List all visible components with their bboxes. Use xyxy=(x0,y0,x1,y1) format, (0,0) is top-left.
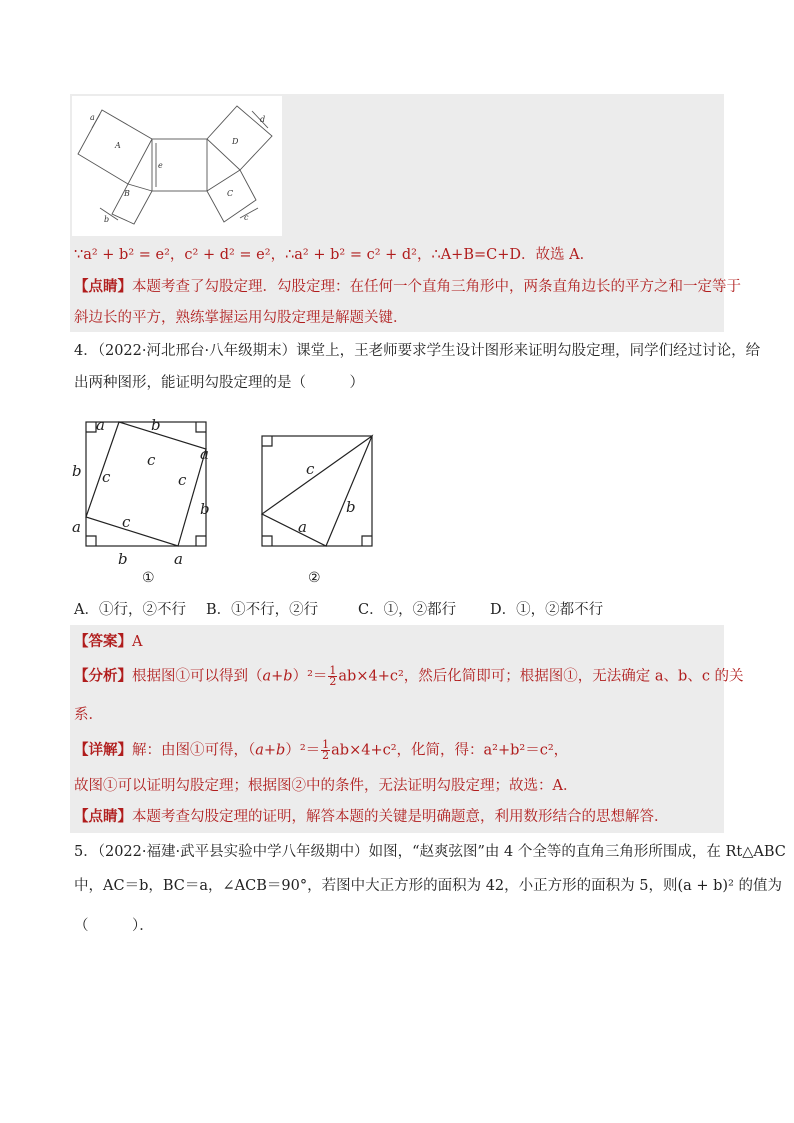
q3-figure xyxy=(72,96,282,236)
q3-solution-line: ∵a² + b² = e²，c² + d² = e²，∴a² + b² = c² + d²，∴A+B=C+D．故选 A． xyxy=(74,247,595,263)
fraction-numerator: 1 xyxy=(329,664,337,677)
q4-comment-line xyxy=(74,807,669,827)
fig1-label-a-left: a xyxy=(72,518,81,536)
q3-fig-label-b: b xyxy=(104,215,110,224)
q3-comment-tag: 【点睛】 xyxy=(74,278,132,295)
q4-option-B[interactable]: B．①不行，②行 xyxy=(206,602,319,618)
q4-detail-fraction xyxy=(321,740,330,761)
q3-fig-label-e: e xyxy=(158,161,163,170)
q3-fig-label-a: a xyxy=(90,113,95,122)
fig1-label-a-top: a xyxy=(96,416,105,434)
q4-analysis-part2: ）²＝ xyxy=(292,668,328,685)
q3-fig-label-c: c xyxy=(244,213,249,222)
q4-analysis-tag: 【分析】 xyxy=(74,667,132,685)
q3-fig-label-C: C xyxy=(227,189,234,198)
q4-comment-text: 本题考查勾股定理的证明，解答本题的关键是明确题意，利用数形结合的思想解答． xyxy=(132,809,669,825)
q3-fig-label-B: B xyxy=(124,189,130,198)
fraction-numerator: 1 xyxy=(322,738,330,751)
q4-detail-line2: 故图①可以证明勾股定理；根据图②中的条件，无法证明勾股定理；故选：A． xyxy=(74,778,578,794)
q4-solution-block xyxy=(70,625,724,833)
q4-analysis-line1 xyxy=(74,666,744,687)
q4-detail-part3: ab×4+c²，化简，得：a²+b²＝c²， xyxy=(331,742,569,759)
q4-detail-part1: 解：由图①可得，（ xyxy=(132,742,256,759)
fig1-label-b-bottom: b xyxy=(118,550,128,568)
fig1-caption: ① xyxy=(142,570,155,586)
fig1-label-b-left: b xyxy=(72,462,82,480)
fig1-label-c-top: c xyxy=(147,451,156,469)
q4-analysis-part1: 根据图①可以得到（ xyxy=(132,668,263,685)
fig2-caption: ② xyxy=(308,570,321,586)
q4-stem-line1: 4．（2022·河北邢台·八年级期末）课堂上，王老师要求学生设计图形来证明勾股定理，同学们经过讨论，给 xyxy=(74,343,761,359)
fig1-label-a-bottom: a xyxy=(174,550,183,568)
q4-figure-1 xyxy=(66,412,216,588)
fig1-label-c-right: c xyxy=(178,471,187,489)
fig1-label-a-right: a xyxy=(200,445,209,463)
fig2-label-b: b xyxy=(346,498,356,516)
q4-answer-tag: 【答案】 xyxy=(74,633,132,650)
fraction-denominator: 2 xyxy=(322,749,330,762)
q4-comment-tag: 【点睛】 xyxy=(74,808,132,825)
q4-detail-expr: a+b xyxy=(255,742,286,759)
q5-stem-line1: 5．（2022·福建·武平县实验中学八年级期中）如图，“赵爽弦图”由 4 个全等的直角三角形所围成，在 Rt△ABC xyxy=(74,844,786,860)
q3-fig-label-A: A xyxy=(115,141,121,150)
q4-stem-line2: 出两种图形，能证明勾股定理的是（ ） xyxy=(74,375,364,391)
q4-analysis-part3: ab×4+c²，然后化简即可；根据图①，无法确定 a、b、c 的关 xyxy=(338,668,744,685)
fig1-label-b-top: b xyxy=(151,416,161,434)
fig2-label-a: a xyxy=(298,518,307,536)
fig1-label-b-right: b xyxy=(200,500,210,518)
q4-answer-line xyxy=(74,632,142,652)
q4-detail-part2: ）²＝ xyxy=(285,742,321,759)
q4-detail-line1 xyxy=(74,740,568,761)
q4-option-A[interactable]: A．①行，②不行 xyxy=(74,602,186,618)
q4-analysis-fraction xyxy=(328,666,337,687)
q3-comment-line1 xyxy=(74,277,741,297)
q4-figure-2 xyxy=(250,412,390,588)
q4-options xyxy=(74,600,603,620)
q5-stem-line3: （ ）． xyxy=(74,918,154,934)
q5-stem-line2: 中，AC＝b，BC＝a，∠ACB＝90°，若图中大正方形的面积为 42，小正方形的面积为 5，则(a + b)² 的值为 xyxy=(74,878,783,894)
q3-comment-line2: 斜边长的平方，熟练掌握运用勾股定理是解题关键． xyxy=(74,310,408,326)
fraction-denominator: 2 xyxy=(329,675,337,688)
fig1-label-c-left: c xyxy=(102,468,111,486)
fig1-label-c-bottom: c xyxy=(122,513,131,531)
q3-fig-label-d: d xyxy=(260,115,266,124)
q4-analysis-expr: a+b xyxy=(262,668,293,685)
q3-fig-label-D: D xyxy=(232,137,239,146)
q4-analysis-line2: 系． xyxy=(74,707,103,723)
fig2-label-c: c xyxy=(306,460,315,478)
q3-comment-text1: 本题考查了勾股定理．勾股定理：在任何一个直角三角形中，两条直角边长的平方之和一定等于 xyxy=(132,279,741,295)
q4-option-D[interactable]: D．①，②都不行 xyxy=(490,602,604,618)
q4-answer: A xyxy=(132,634,143,650)
q4-option-C[interactable]: C．①，②都行 xyxy=(358,602,457,618)
q4-detail-tag: 【详解】 xyxy=(74,741,132,759)
